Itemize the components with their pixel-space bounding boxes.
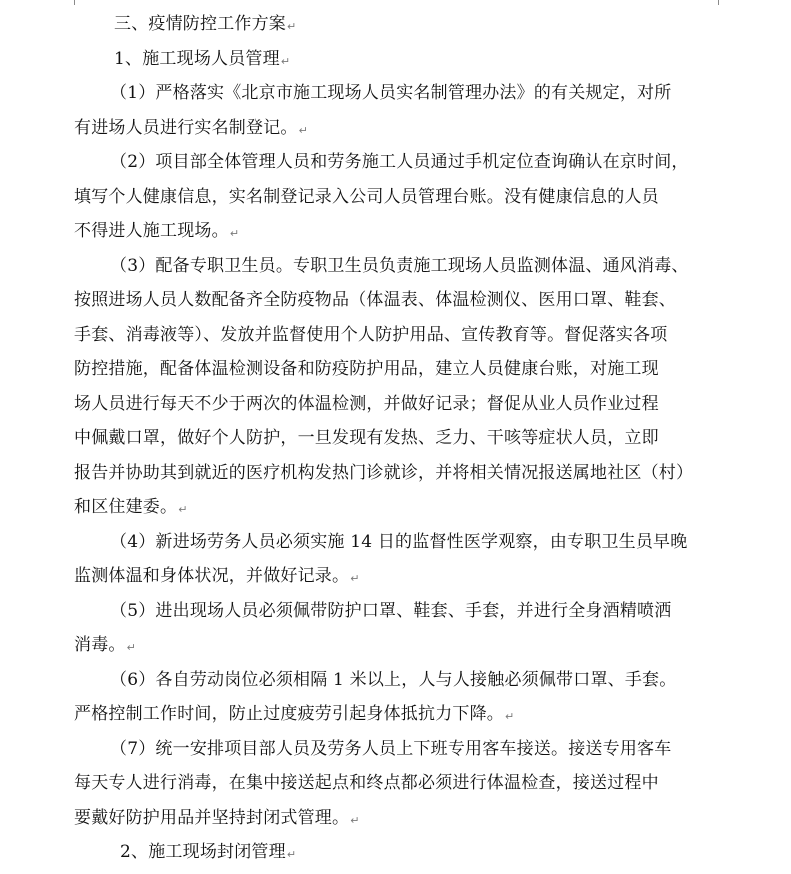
paragraph-mark: ↵ [229,227,240,240]
document-body[interactable] [74,7,724,870]
page-margin-corner-right [718,0,735,5]
paragraph-1-line-2: 有进场人员进行实名制登记。↵ [74,117,309,138]
paragraph-6-line-2: 严格控制工作时间，防止过度疲劳引起身体抵抗力下降。↵ [74,704,515,724]
paragraph-7-line-3: 要戴好防护用品并坚持封闭式管理。↵ [74,807,360,828]
paragraph-2-line-3: 不得进人施工现场。↵ [74,221,240,241]
paragraph-3-line-4: 防控措施，配备体温检测设备和防疫防护用品，建立人员健康台账，对施工现 [74,359,659,379]
page-margin-corner-left [58,0,75,5]
paragraph-2-line-1: （2）项目部全体管理人员和劳务施工人员通过手机定位查询确认在京时间， [110,152,689,172]
paragraph-mark: ↵ [286,848,297,861]
paragraph-mark: ↵ [350,813,360,827]
paragraph-3-line-8: 和区住建委。↵ [74,497,188,517]
paragraph-mark: ↵ [280,54,291,68]
paragraph-mark: ↵ [298,123,309,137]
paragraph-7-line-2: 每天专人进行消毒，在集中接送起点和终点都必须进行体温检查，接送过程中 [74,773,659,793]
subsection-title-2: 2、施工现场封闭管理↵ [120,842,297,862]
paragraph-3-line-6: 中佩戴口罩，做好个人防护，一旦发现有发热、乏力、干咳等症状人员，立即 [74,428,659,448]
paragraph-3-line-7: 报告并协助其到就近的医疗机构发热门诊就诊，并将相关情况报送属地社区（村） [74,462,694,483]
paragraph-mark: ↵ [505,710,515,723]
paragraph-1-line-1: （1）严格落实《北京市施工现场人员实名制管理办法》的有关规定，对所 [110,83,672,103]
paragraph-mark: ↵ [287,20,297,33]
paragraph-mark: ↵ [178,503,188,516]
section-title: 三、疫情防控工作方案↵ [114,14,297,34]
paragraph-6-line-1: （6）各自劳动岗位必须相隔 1 米以上，人与人接触必须佩带口罩、手套。 [110,669,677,690]
paragraph-mark: ↵ [350,572,360,585]
paragraph-3-line-5: 场人员进行每天不少于两次的体温检测，并做好记录；督促从业人员作业过程 [74,393,659,414]
paragraph-2-line-2: 填写个人健康信息，实名制登记录入公司人员管理台账。没有健康信息的人员 [74,186,659,207]
paragraph-5-line-2: 消毒。↵ [74,635,137,655]
paragraph-3-line-3: 手套、消毒液等）、发放并监督使用个人防护用品、宣传教育等。督促落实各项 [74,324,668,345]
paragraph-4-line-1: （4）新进场劳务人员必须实施 14 日的监督性医学观察，由专职卫生员早晚 [110,531,688,552]
paragraph-4-line-2: 监测体温和身体状况，并做好记录。↵ [74,566,360,586]
paragraph-3-line-1: （3）配备专职卫生员。专职卫生员负责施工现场人员监测体温、通风消毒、 [110,255,689,276]
paragraph-mark: ↵ [126,641,137,654]
paragraph-5-line-1: （5）进出现场人员必须佩带防护口罩、鞋套、手套，并进行全身酒精喷洒 [110,600,672,621]
paragraph-7-line-1: （7）统一安排项目部人员及劳务人员上下班专用客车接送。接送专用客车 [110,738,672,759]
paragraph-3-line-2: 按照进场人员人数配备齐全防疫物品（体温表、体温检测仪、医用口罩、鞋套、 [74,290,676,310]
subsection-title-1: 1、施工现场人员管理↵ [114,48,291,69]
